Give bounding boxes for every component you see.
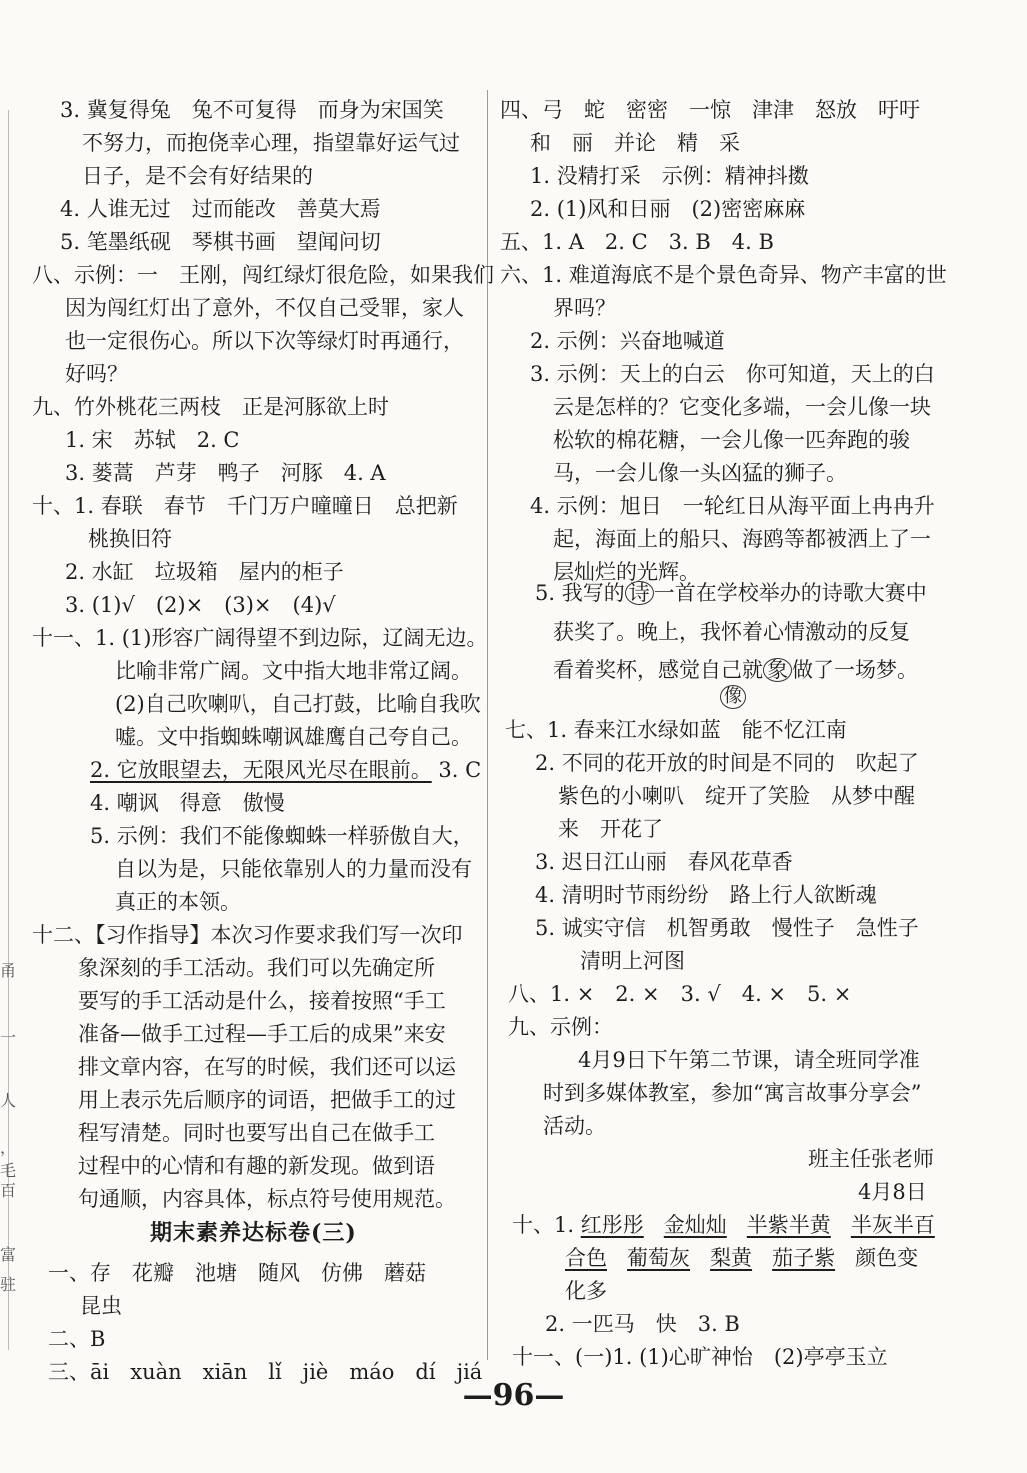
question-number: 十、1. [512, 1213, 575, 1237]
answer-line: 二、B [48, 1327, 106, 1351]
answer-line: 排文章内容，在写的时候，我们还可以运 [78, 1055, 456, 1079]
answer-line: 清明上河图 [580, 949, 685, 973]
answer-line: 来 开花了 [558, 817, 663, 841]
answer-line: 2. 示例：兴奋地喊道 [530, 329, 725, 353]
answer-line: 过程中的心情和有趣的新发现。做到语 [78, 1154, 435, 1178]
answer-line: 九、竹外桃花三两枝 正是河豚欲上时 [32, 395, 389, 419]
page-number: —96— [462, 1378, 565, 1413]
answer-line: 八、1. × 2. × 3. √ 4. × 5. × [508, 982, 852, 1006]
edge-char: 一 [0, 1028, 17, 1047]
answer-line: 1. 没精打采 示例：精神抖擞 [530, 164, 809, 188]
answer-line: 十二、【习作指导】本次习作要求我们写一次印 [32, 923, 463, 947]
answer-line: 5. 笔墨纸砚 琴棋书画 望闻问切 [60, 230, 381, 254]
circled-word: 象 [763, 658, 792, 682]
answer-line: 4. 嘲讽 得意 傲慢 [90, 791, 285, 815]
underlined-word: 合色 [565, 1246, 607, 1270]
answer-line: 云是怎样的？它变化多端，一会儿像一块 [553, 395, 931, 419]
correction-word [720, 682, 746, 712]
answer-line: 八、示例：一 王刚，闯红绿灯很危险，如果我们 [32, 263, 494, 287]
ten-line-1 [512, 1210, 935, 1240]
answer-line: 层灿烂的光辉。 [553, 560, 700, 584]
answer-line: 3. 示例：天上的白云 你可知道，天上的白 [530, 362, 935, 386]
edge-char: ， [0, 1138, 17, 1157]
answer-line: 4. 人谁无过 过而能改 善莫大焉 [60, 197, 381, 221]
answer-line: 4. 清明时节雨纷纷 路上行人欲断魂 [535, 883, 877, 907]
circled-correction: 像 [720, 685, 746, 709]
edge-char: 富 [0, 1245, 17, 1264]
answer-line: 3. 蒌蒿 芦芽 鸭子 河豚 4. A [65, 461, 386, 485]
answer-line: 准备—做手工过程—手工后的成果”来安 [78, 1022, 446, 1046]
edge-char: 甬 [0, 961, 17, 980]
answer-line: 程写清楚。同时也要写出自己在做手工 [78, 1121, 435, 1145]
text-segment: 在学校举办的诗歌大赛中 [695, 581, 927, 605]
text-segment: 5. 我写的 [535, 581, 625, 605]
answer-line: 2. 一匹马 快 3. B [545, 1312, 740, 1336]
edge-char: 驻 [0, 1275, 17, 1294]
answer-line: 五、1. A 2. C 3. B 4. B [500, 230, 774, 254]
answer-line: 嘘。文中指蜘蛛嘲讽雄鹰自己夸自己。 [115, 725, 472, 749]
answer-line: 2. (1)风和日丽 (2)密密麻麻 [530, 197, 806, 221]
answer-line: 比喻非常广阔。文中指大地非常辽阔。 [115, 659, 472, 683]
answer-line-underlined [90, 755, 481, 785]
answer-line: 十、1. 春联 春节 千门万户曈曈日 总把新 [32, 494, 458, 518]
text-segment: 看着奖杯，感觉自己就 [553, 658, 763, 682]
answer-line: 要写的手工活动是什么，接着按照“手工 [78, 989, 446, 1013]
answer-line: 一、存 花瓣 池塘 随风 仿佛 蘑菇 [48, 1261, 426, 1285]
answer-line: 1. 宋 苏轼 2. C [65, 428, 240, 452]
answer-line: 马，一会儿像一头凶猛的狮子。 [553, 461, 847, 485]
underlined-word: 红彤彤 [580, 1213, 644, 1237]
circled-word: 诗 [625, 581, 654, 605]
underlined-word: 茄子紫 [772, 1246, 836, 1270]
answer-line: 2. 不同的花开放的时间是不同的 吹起了 [535, 751, 919, 775]
answer-line: 活动。 [543, 1114, 606, 1138]
answer-line: 松软的棉花糖，一会儿像一匹奔跑的骏 [553, 428, 910, 452]
answer-line: 四、弓 蛇 密密 一惊 津津 怒放 吁吁 [500, 98, 920, 122]
answer-line: 3. 冀复得兔 兔不可复得 而身为宋国笑 [60, 98, 444, 122]
edge-char: 毛 [0, 1161, 17, 1180]
answer-tail: 3. C [438, 758, 482, 782]
answer-line: 3. (1)√ (2)× (3)× (4)√ [65, 593, 336, 617]
answer-line: 时到多媒体教室，参加“寓言故事分享会” [543, 1081, 922, 1105]
correction-line-3 [553, 655, 918, 685]
answer-line: 4. 示例：旭日 一轮红日从海平面上冉冉升 [530, 494, 935, 518]
answer-line: 六、1. 难道海底不是个景色奇异、物产丰富的世 [500, 263, 947, 287]
text-segment: 颜色变 [855, 1246, 919, 1270]
edge-char: 人 [0, 1091, 17, 1110]
underlined-word: 金灿灿 [663, 1213, 727, 1237]
answer-line: 自以为是，只能依靠别人的力量而没有 [115, 857, 472, 881]
answer-line: 4月8日 [858, 1180, 927, 1204]
section-title: 期末素养达标卷(三) [150, 1220, 357, 1246]
ten-line-2 [565, 1243, 918, 1273]
answer-line: 昆虫 [80, 1294, 122, 1318]
underlined-word: 半灰半百 [850, 1213, 935, 1237]
answer-line: 日子，是不会有好结果的 [82, 164, 313, 188]
answer-line: 界吗？ [553, 296, 616, 320]
edge-char: 百 [0, 1181, 17, 1200]
answer-line: 5. 示例：我们不能像蜘蛛一样骄傲自大， [90, 824, 474, 848]
answer-line: 班主任张老师 [808, 1147, 934, 1171]
answer-line: 十一、(一)1. (1)心旷神怡 (2)亭亭玉立 [512, 1345, 888, 1369]
answer-line: 不努力，而抱侥幸心理，指望靠好运气过 [82, 131, 460, 155]
answer-line: 4月9日下午第二节课，请全班同学准 [578, 1048, 920, 1072]
ten-line-3: 化多 [565, 1279, 607, 1303]
answer-line: 2. 水缸 垃圾箱 屋内的柜子 [65, 560, 344, 584]
answer-line: (2)自己吹喇叭，自己打鼓，比喻自我吹 [115, 692, 481, 716]
answer-line: 和 丽 并论 精 采 [530, 131, 740, 155]
underlined-answer: 2. 它放眼望去，无限风光尽在眼前。 [90, 758, 432, 782]
answer-line: 十一、1. (1)形容广阔得望不到边际，辽阔无边。 [32, 626, 488, 650]
text-segment: 一首 [653, 581, 696, 605]
answer-line: 用上表示先后顺序的词语，把做手工的过 [78, 1088, 456, 1112]
answer-line: 好吗？ [65, 362, 128, 386]
answer-line: 起，海面上的船只、海鸥等都被洒上了一 [553, 527, 931, 551]
text-segment: 做了一场梦。 [792, 658, 918, 682]
underlined-word: 葡萄灰 [627, 1246, 691, 1270]
answer-line: 象深刻的手工活动。我们可以先确定所 [78, 956, 435, 980]
answer-line: 获奖了。晚上，我怀着心情激动的反复 [553, 620, 910, 644]
answer-line: 真正的本领。 [115, 890, 241, 914]
answer-line: 七、1. 春来江水绿如蓝 能不忆江南 [505, 718, 847, 742]
answer-line: 5. 诚实守信 机智勇敢 慢性子 急性子 [535, 916, 919, 940]
underlined-word: 半紫半黄 [746, 1213, 831, 1237]
answer-line: 紫色的小喇叭 绽开了笑脸 从梦中醒 [558, 784, 915, 808]
answer-line: 桃换旧符 [88, 527, 172, 551]
underlined-word: 梨黄 [710, 1246, 753, 1270]
answer-line: 三、āi xuàn xiān lǐ jiè máo dí jiá [48, 1360, 483, 1384]
correction-line-1 [535, 578, 927, 608]
answer-line: 句通顺，内容具体，标点符号使用规范。 [78, 1187, 456, 1211]
answer-line: 3. 迟日江山丽 春风花草香 [535, 850, 793, 874]
answer-line: 因为闯红灯出了意外，不仅自己受罪，家人 [65, 296, 464, 320]
answer-line: 也一定很伤心。所以下次等绿灯时再通行， [65, 329, 464, 353]
answer-line: 九、示例： [508, 1015, 613, 1039]
